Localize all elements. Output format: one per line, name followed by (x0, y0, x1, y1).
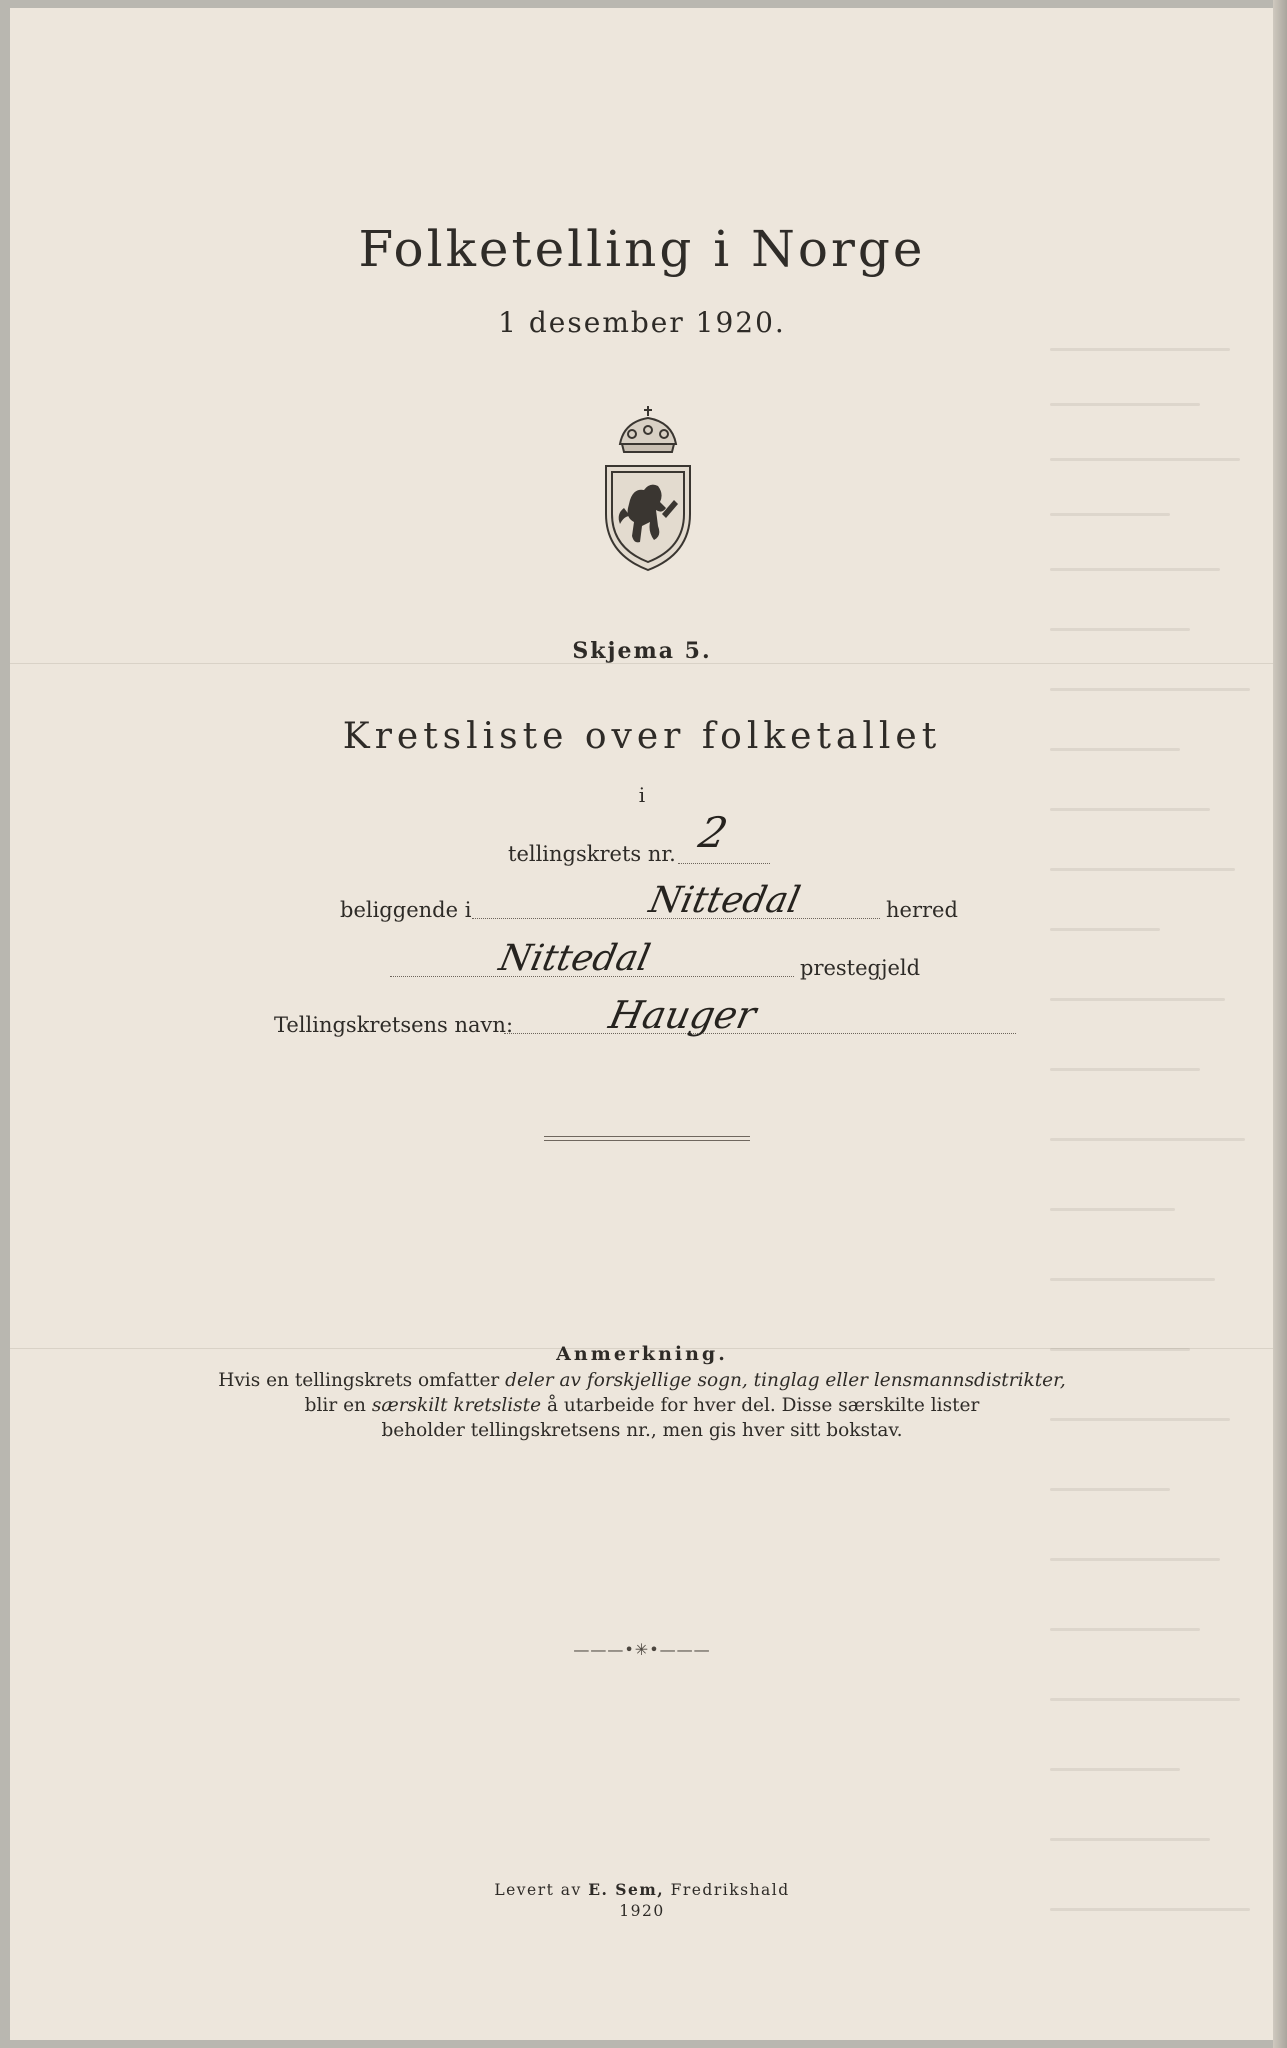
note-text: Hvis en tellingskrets omfatter (218, 1370, 506, 1391)
census-date: 1 desember 1920. (498, 306, 786, 339)
herred-label: herred (886, 898, 958, 922)
connector-word: i (638, 783, 646, 807)
location-label: beliggende i (340, 898, 472, 922)
note-line-2 (10, 1395, 1274, 1416)
note-text: å utarbeide for hver del. Disse særskilte lister (541, 1395, 980, 1416)
printer-place: Fredrikshald (664, 1881, 790, 1899)
parish-value: Nittedal (495, 938, 654, 979)
note-heading: Anmerkning. (556, 1343, 728, 1365)
note-emphasis: deler av forskjellige sogn, tinglag eller lensmannsdistrikter, (505, 1370, 1066, 1391)
ornament-divider: ———•✳•——— (573, 1640, 711, 1659)
note-line-1 (10, 1370, 1274, 1391)
krets-number-value: 2 (694, 808, 732, 857)
divider-rule (544, 1140, 750, 1141)
printer-name: E. Sem, (588, 1880, 665, 1899)
printer-prefix: Levert av (494, 1881, 589, 1899)
form-title: Folketelling i Norge (358, 220, 926, 278)
printer-year: 1920 (619, 1902, 665, 1920)
district-name-value: Hauger (605, 993, 760, 1037)
norwegian-coat-of-arms-icon (600, 404, 696, 574)
note-emphasis: særskilt kretsliste (371, 1395, 542, 1416)
form-heading: Kretsliste over folketallet (342, 716, 942, 757)
district-name-line (504, 1033, 1016, 1034)
prestegjeld-label: prestegjeld (800, 956, 921, 980)
note-line-3: beholder tellingskretsens nr., men gis hver sitt bokstav. (381, 1420, 903, 1441)
bleed-through-text (1050, 308, 1270, 2008)
district-name-label: Tellingskretsens navn: (274, 1013, 514, 1037)
note-text: blir en (304, 1395, 372, 1416)
krets-number-line (678, 863, 770, 864)
krets-number-label: tellingskrets nr. (508, 842, 676, 866)
printer-credit (10, 1880, 1274, 1899)
schema-number: Skjema 5. (572, 638, 712, 664)
page-edge (1273, 0, 1287, 2048)
divider-rule (544, 1136, 750, 1137)
municipality-value: Nittedal (645, 880, 804, 921)
census-form-page (10, 8, 1274, 2040)
